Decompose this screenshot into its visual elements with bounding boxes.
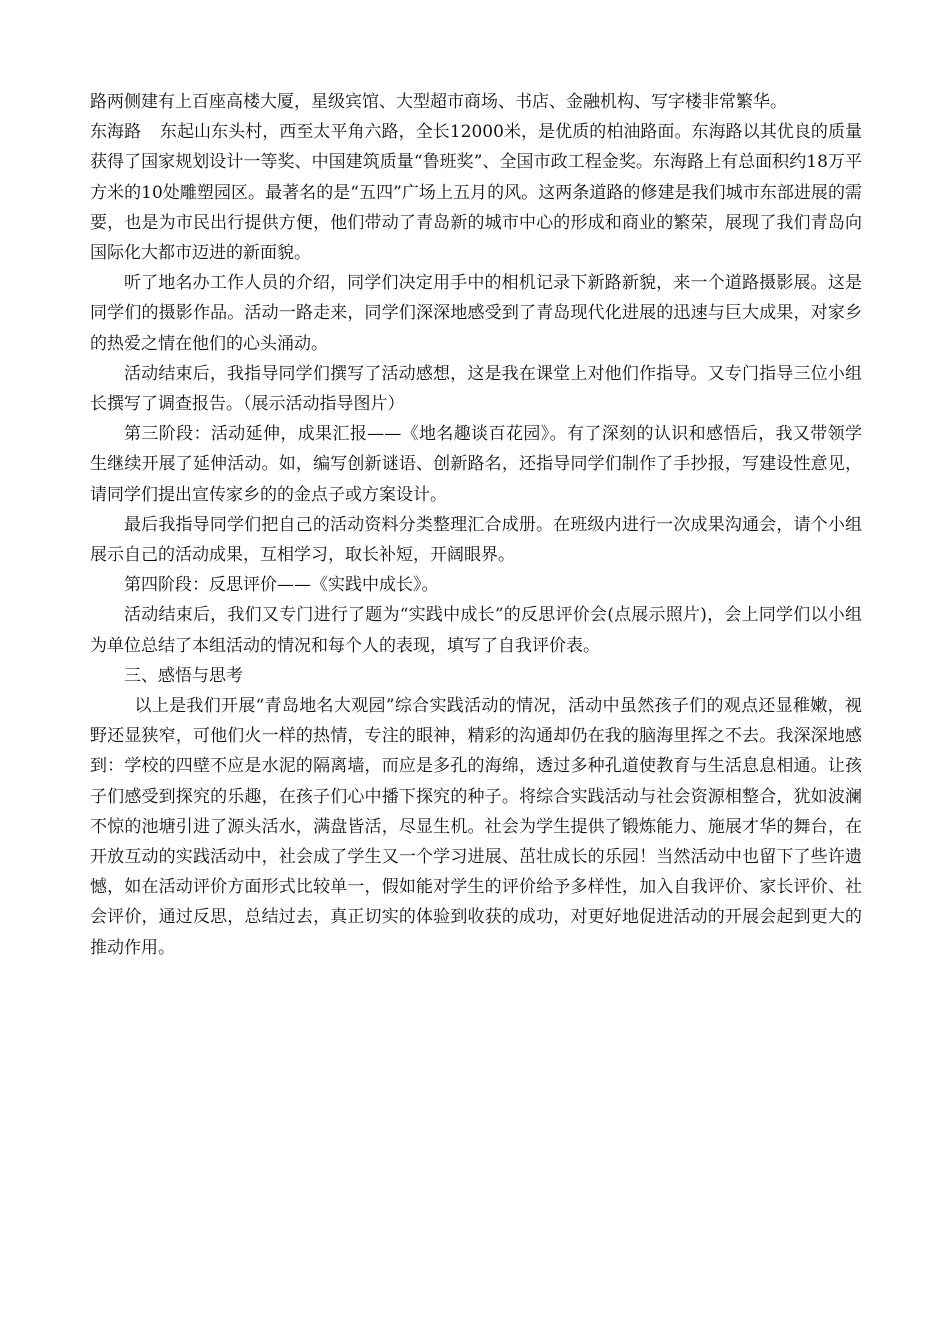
- paragraph-stage-three: 第三阶段：活动延伸，成果汇报——《地名趣谈百花园》。有了深刻的认识和感悟后，我又带领学生继续开展了延伸活动。如，编写创新谜语、创新路名，还指导同学们制作了手抄报，写建设性意见，请同学们提出宣传家乡的的金点子或方案设计。: [90, 424, 862, 505]
- paragraph-conclusion: [90, 691, 862, 963]
- conclusion-text: 以上是我们开展“青岛地名大观园”综合实践活动的情况，活动中虽然孩子们的观点还显稚嫩，视野还显狭窄，可他们火一样的热情，专注的眼神，精彩的沟通却仍在我的脑海里挥之不去。我深深地感到：学校的四壁不应是水泥的隔离墙，而应是多孔的海绵，透过多种孔道使教育与生活息息相通。让孩子们感受到探究的乐趣，在孩子们心中播下探究的种子。将综合实践活动与社会资源相整合，犹如波澜不惊的池塘引进了源头活水，满盘皆活，尽显生机。社会为学生提供了锻炼能力、施展才华的舞台，在开放互动的实践活动中，社会成了学生又一个学习进展、茁壮成长的乐园！当然活动中也留下了些许遗憾，如在活动评价方面形式比较单一，假如能对学生的评价给予多样性，加入自我评价、家长评价、社会评价，通过反思，总结过去，真正切实的体验到收获的成功，对更好地促进活动的开展会起到更大的推动作用。: [90, 696, 862, 958]
- paragraph-evaluation-meeting: 活动结束后，我们又专门进行了题为“实践中成长”的反思评价会(点展示照片)，会上同学们以小组为单位总结了本组活动的情况和每个人的表现，填写了自我评价表。: [90, 605, 862, 656]
- donghai-road-description: 东起山东头村，西至太平角六路，全长12000米，是优质的柏油路面。东海路以其优良的质量获得了国家规划设计一等奖、中国建筑质量“鲁班奖”、全国市政工程金奖。东海路上有总面积约18万平方米的10处雕塑园区。最著名的是“五四”广场上五月的风。这两条道路的修建是我们城市东部进展的需要，也是为市民出行提供方便，他们带动了青岛新的城市中心的形成和商业的繁荣，展现了我们青岛向国际化大都市迈进的新面貌。: [90, 122, 863, 264]
- paragraph-compilation: 最后我指导同学们把自己的活动资料分类整理汇合成册。在班级内进行一次成果沟通会，请个小组展示自己的活动成果，互相学习，取长补短，开阔眼界。: [90, 514, 862, 566]
- section-heading-reflection: 三、感悟与思考: [124, 665, 243, 686]
- donghai-road-heading: 东海路: [90, 122, 142, 143]
- paragraph-photo-exhibition: 听了地名办工作人员的介绍，同学们决定用手中的相机记录下新路新貌，来一个道路摄影展。这是同学们的摄影作品。活动一路走来，同学们深深地感受到了青岛现代化进展的迅速与巨大成果，对家乡的热爱之情在他们的心头涌动。: [90, 273, 862, 354]
- paragraph-activity-reflections: 活动结束后，我指导同学们撰写了活动感想，这是我在课堂上对他们作指导。又专门指导三位小组长撰写了调查报告。（展示活动指导图片）: [90, 363, 862, 415]
- paragraph-stage-four: 第四阶段：反思评价——《实践中成长》。: [124, 575, 439, 596]
- paragraph-donghai-road: [90, 117, 862, 268]
- paragraph-roads-continued: 路两侧建有上百座高楼大厦，星级宾馆、大型超市商场、书店、金融机构、写字楼非常繁华。: [90, 92, 787, 112]
- document-body: [90, 87, 862, 963]
